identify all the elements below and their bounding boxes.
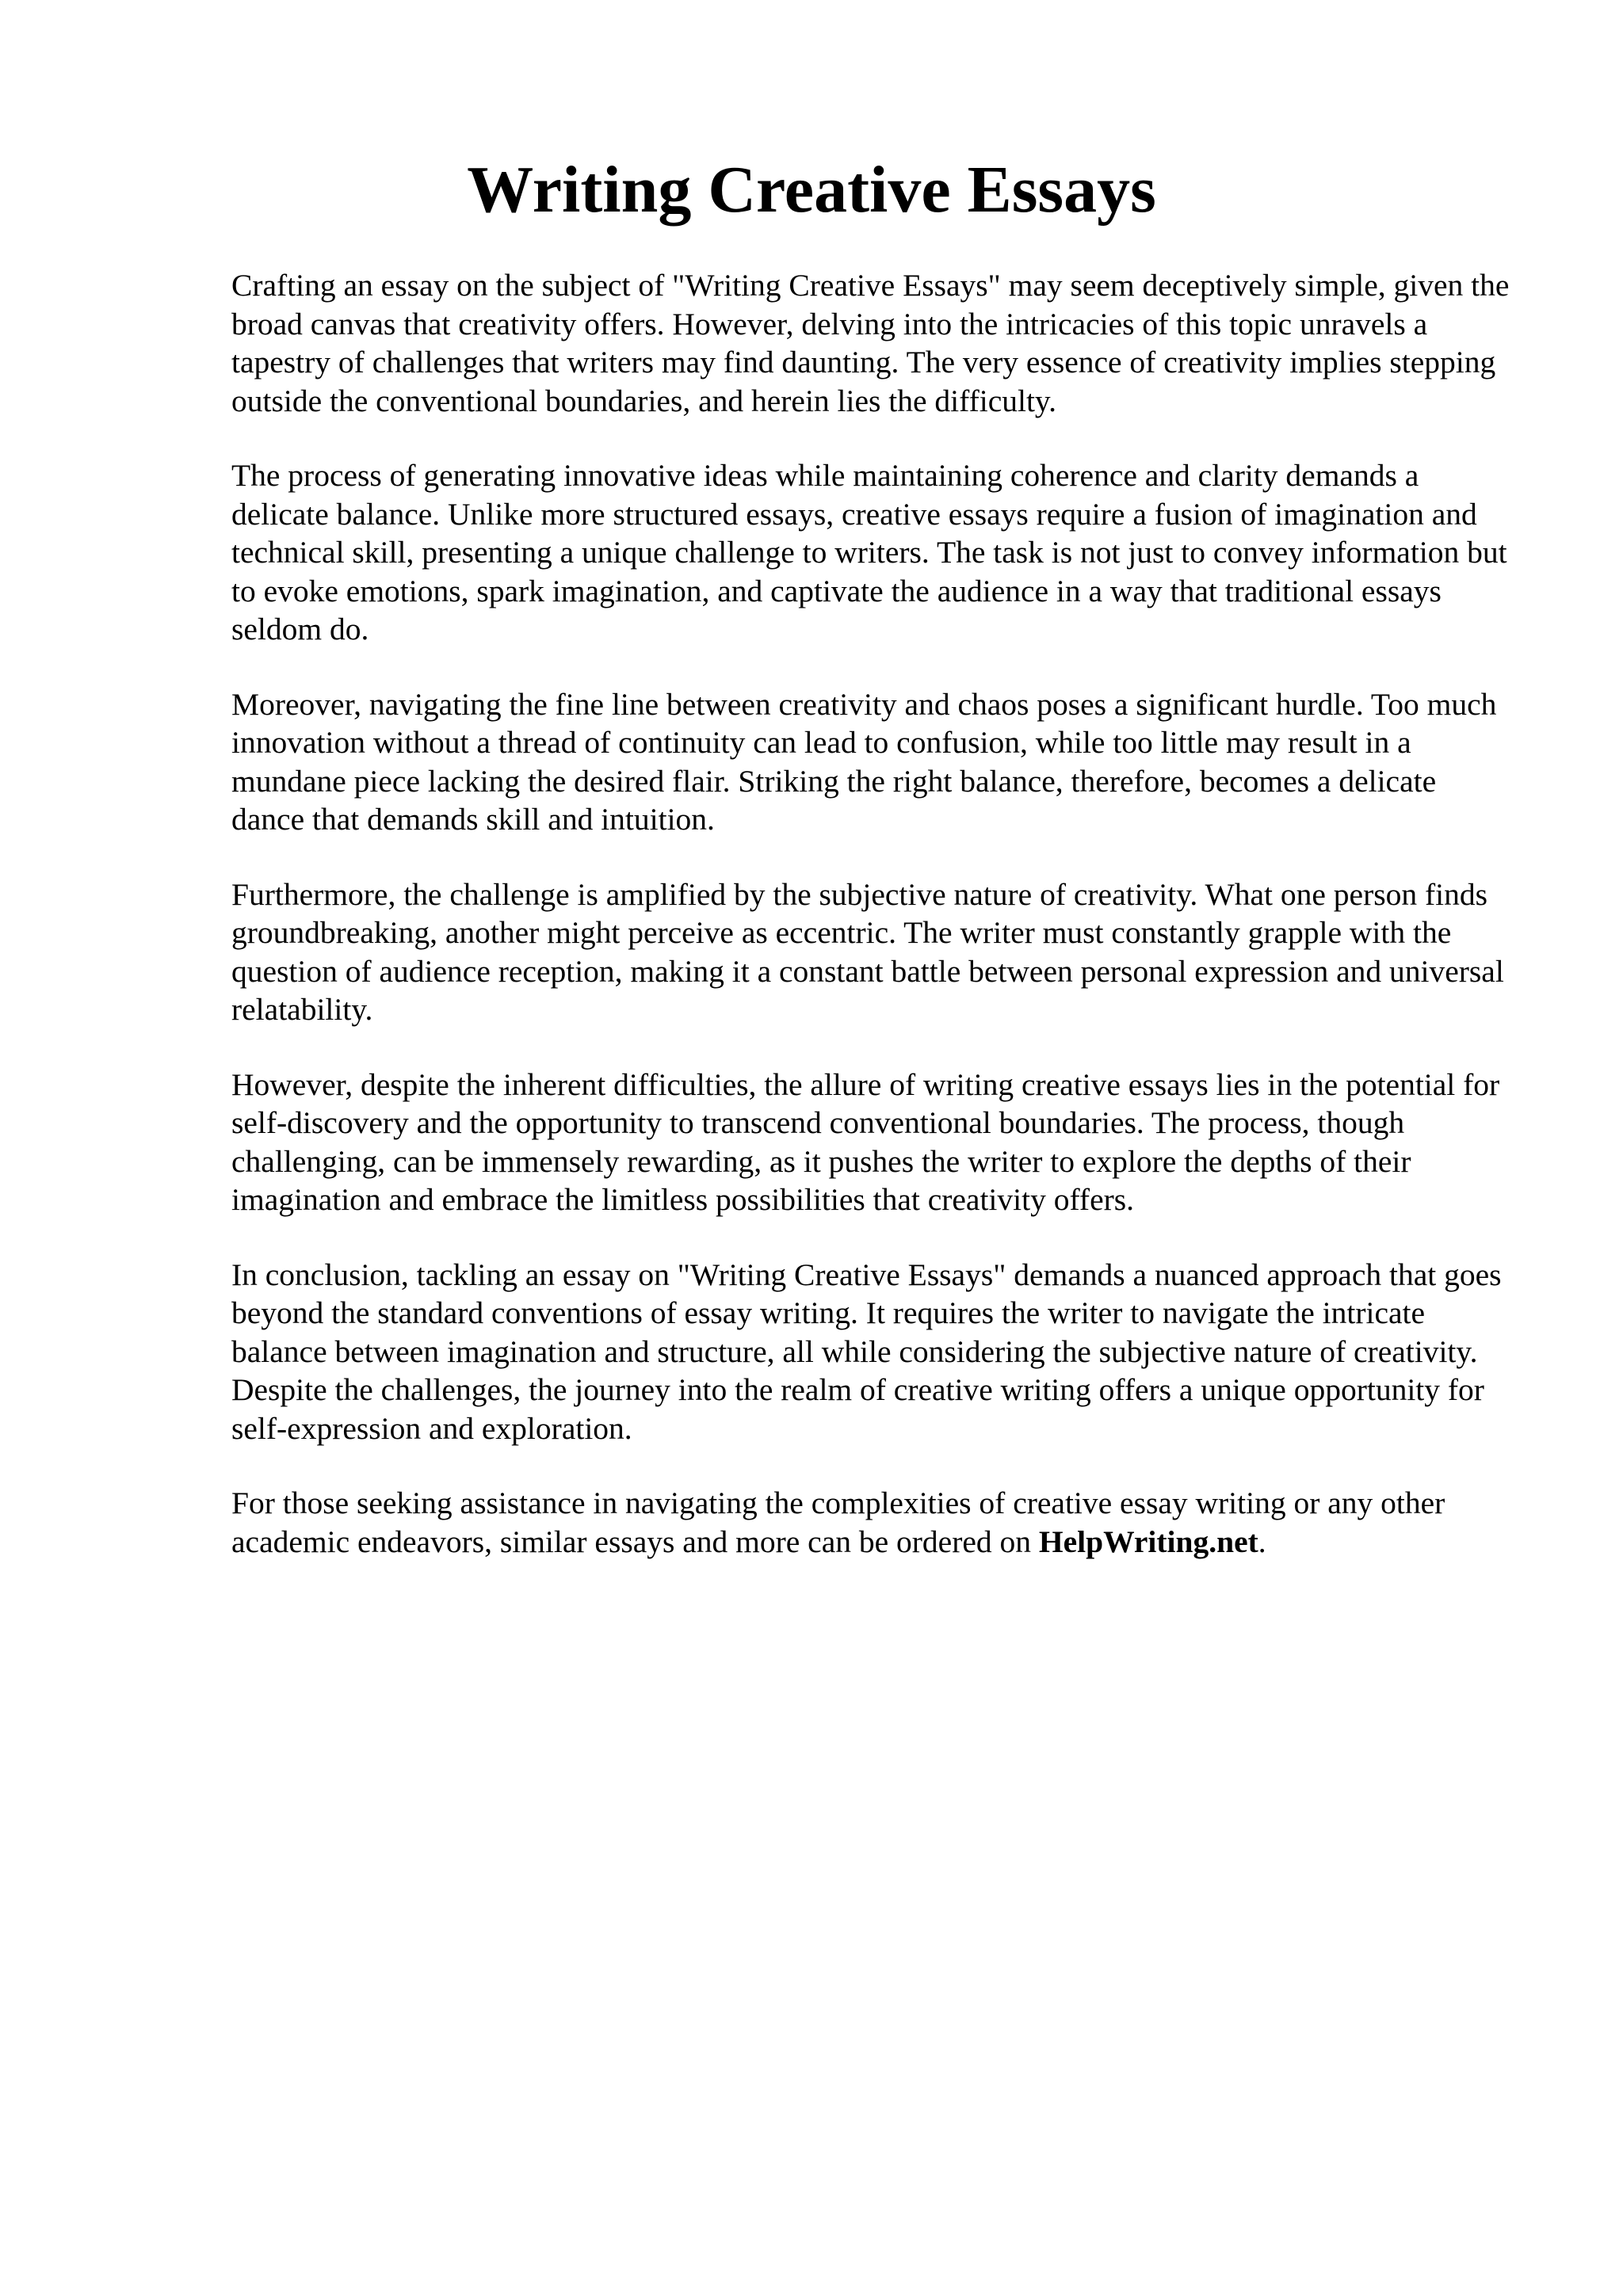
paragraph-4: Furthermore, the challenge is amplified by the subjective nature of creativity. What one person finds groundbreaking, another might perceive as eccentric. The writer must constantly grapple with the question of audience reception, making it a constant battle between personal expression and universal relatability. bbox=[231, 876, 1504, 1027]
paragraph-2: The process of generating innovative ideas while maintaining coherence and clarity demands a delicate balance. Unlike more structured essays, creative essays require a fusion of imagination and technical skill, presenting a unique challenge to writers. The task is not just to convey information but to evoke emotions, spark imagination, and captivate the audience in a way that traditional essays seldom do. bbox=[231, 458, 1507, 646]
brand-name: HelpWriting.net bbox=[1038, 1524, 1258, 1559]
document-title: Writing Creative Essays bbox=[467, 153, 1156, 227]
paragraph-1: Crafting an essay on the subject of "Writing Creative Essays" may seem deceptively simple, given the broad canvas that creativity offers. However, delving into the intricacies of this topic unravels a tapestry of challenges that writers may find daunting. The very essence of creativity implies stepping outside the conventional boundaries, and herein lies the difficulty. bbox=[231, 268, 1510, 418]
paragraph-3: Moreover, navigating the fine line between creativity and chaos poses a significant hurdle. Too much innovation without a thread of continuity can lead to confusion, while too little may result in a mundane piece lacking the desired flair. Striking the right balance, therefore, becomes a delicate dance that demands skill and intuition. bbox=[231, 686, 1497, 837]
closing-period: . bbox=[1258, 1524, 1266, 1559]
essay-body bbox=[231, 266, 1515, 1597]
closing-text: For those seeking assistance in navigating the complexities of creative essay writing or any other academic endeavors, similar essays and more can be ordered on bbox=[231, 1486, 1445, 1559]
paragraph-6: In conclusion, tackling an essay on "Writing Creative Essays" demands a nuanced approach that goes beyond the standard conventions of essay writing. It requires the writer to navigate the intricate balance between imagination and structure, all while considering the subjective nature of creativity. Despite the challenges, the journey into the realm of creative writing offers a unique opportunity for self-expression and exploration. bbox=[231, 1257, 1502, 1446]
closing-paragraph bbox=[231, 1484, 1515, 1561]
paragraph-5: However, despite the inherent difficulties, the allure of writing creative essays lies in the potential for self-discovery and the opportunity to transcend conventional boundaries. The process, though challenging, can be immensely rewarding, as it pushes the writer to explore the depths of their imagination and embrace the limitless possibilities that creativity offers. bbox=[231, 1066, 1500, 1217]
